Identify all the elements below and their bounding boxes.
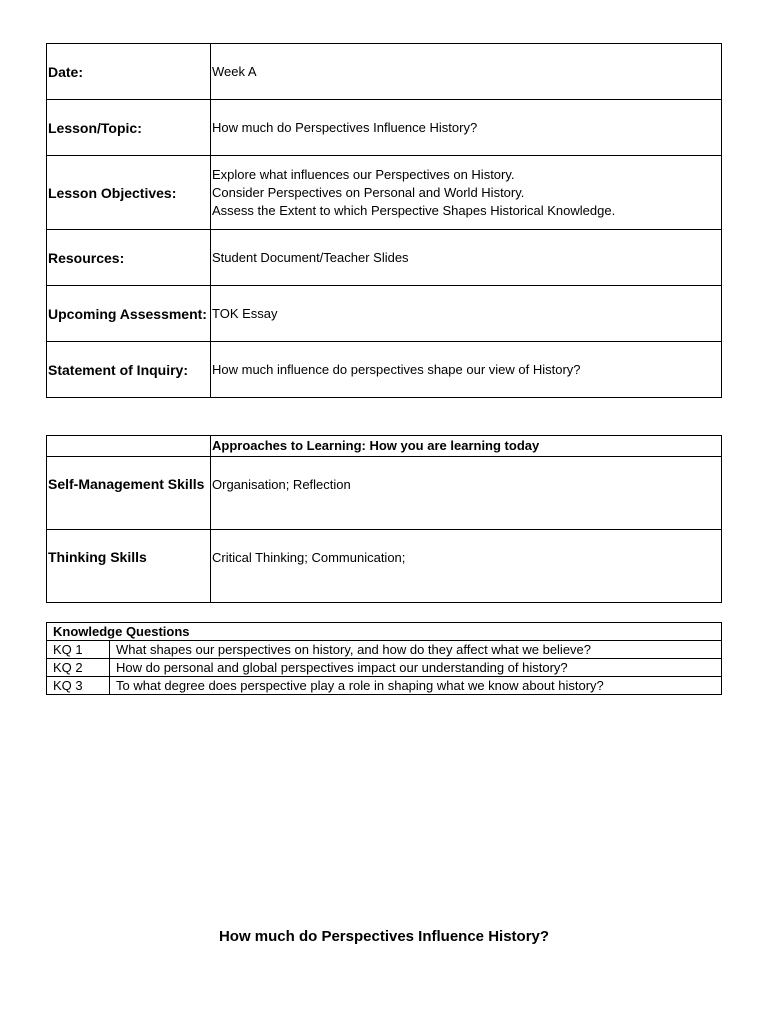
assessment-label: Upcoming Assessment: bbox=[47, 286, 211, 342]
assessment-row bbox=[47, 286, 722, 342]
lesson-plan-table bbox=[46, 43, 722, 398]
date-label: Date: bbox=[47, 44, 211, 100]
objective-item: Consider Perspectives on Personal and World History. bbox=[212, 184, 525, 200]
topic-row bbox=[47, 100, 722, 156]
kq-row bbox=[47, 677, 722, 695]
resources-value: Student Document/Teacher Slides bbox=[211, 230, 722, 286]
kq-title-row bbox=[47, 623, 722, 641]
atl-skill-value: Critical Thinking; Communication; bbox=[211, 530, 722, 603]
assessment-value: TOK Essay bbox=[211, 286, 722, 342]
atl-row-self-management bbox=[47, 457, 722, 530]
atl-header: Approaches to Learning: How you are learning today bbox=[211, 436, 722, 457]
inquiry-row bbox=[47, 342, 722, 398]
objectives-label: Lesson Objectives: bbox=[47, 156, 211, 230]
atl-header-row bbox=[47, 436, 722, 457]
kq-title: Knowledge Questions bbox=[47, 623, 722, 641]
objectives-row bbox=[47, 156, 722, 230]
date-row bbox=[47, 44, 722, 100]
atl-header-empty-cell bbox=[47, 436, 211, 457]
date-value: Week A bbox=[211, 44, 722, 100]
kq-text: What shapes our perspectives on history, and how do they affect what we believe? bbox=[110, 641, 722, 659]
inquiry-label: Statement of Inquiry: bbox=[47, 342, 211, 398]
kq-id: KQ 1 bbox=[47, 641, 110, 659]
page-heading: How much do Perspectives Influence History? bbox=[218, 928, 550, 945]
atl-row-thinking bbox=[47, 530, 722, 603]
atl-skill-value: Organisation; Reflection bbox=[211, 457, 722, 530]
resources-label: Resources: bbox=[47, 230, 211, 286]
topic-label: Lesson/Topic: bbox=[47, 100, 211, 156]
atl-skill-label: Thinking Skills bbox=[47, 530, 211, 603]
topic-value: How much do Perspectives Influence History? bbox=[211, 100, 722, 156]
atl-skill-label: Self-Management Skills bbox=[47, 457, 211, 530]
approaches-to-learning-table bbox=[46, 435, 722, 603]
objectives-value bbox=[211, 156, 722, 230]
objective-item: Assess the Extent to which Perspective Shapes Historical Knowledge. bbox=[212, 202, 616, 218]
kq-text: How do personal and global perspectives impact our understanding of history? bbox=[110, 659, 722, 677]
kq-text: To what degree does perspective play a role in shaping what we know about history? bbox=[110, 677, 722, 695]
objective-item: Explore what influences our Perspectives on History. bbox=[212, 166, 515, 182]
kq-row bbox=[47, 641, 722, 659]
kq-id: KQ 2 bbox=[47, 659, 110, 677]
kq-row bbox=[47, 659, 722, 677]
kq-id: KQ 3 bbox=[47, 677, 110, 695]
inquiry-value: How much influence do perspectives shape our view of History? bbox=[211, 342, 722, 398]
resources-row bbox=[47, 230, 722, 286]
knowledge-questions-table bbox=[46, 622, 722, 695]
